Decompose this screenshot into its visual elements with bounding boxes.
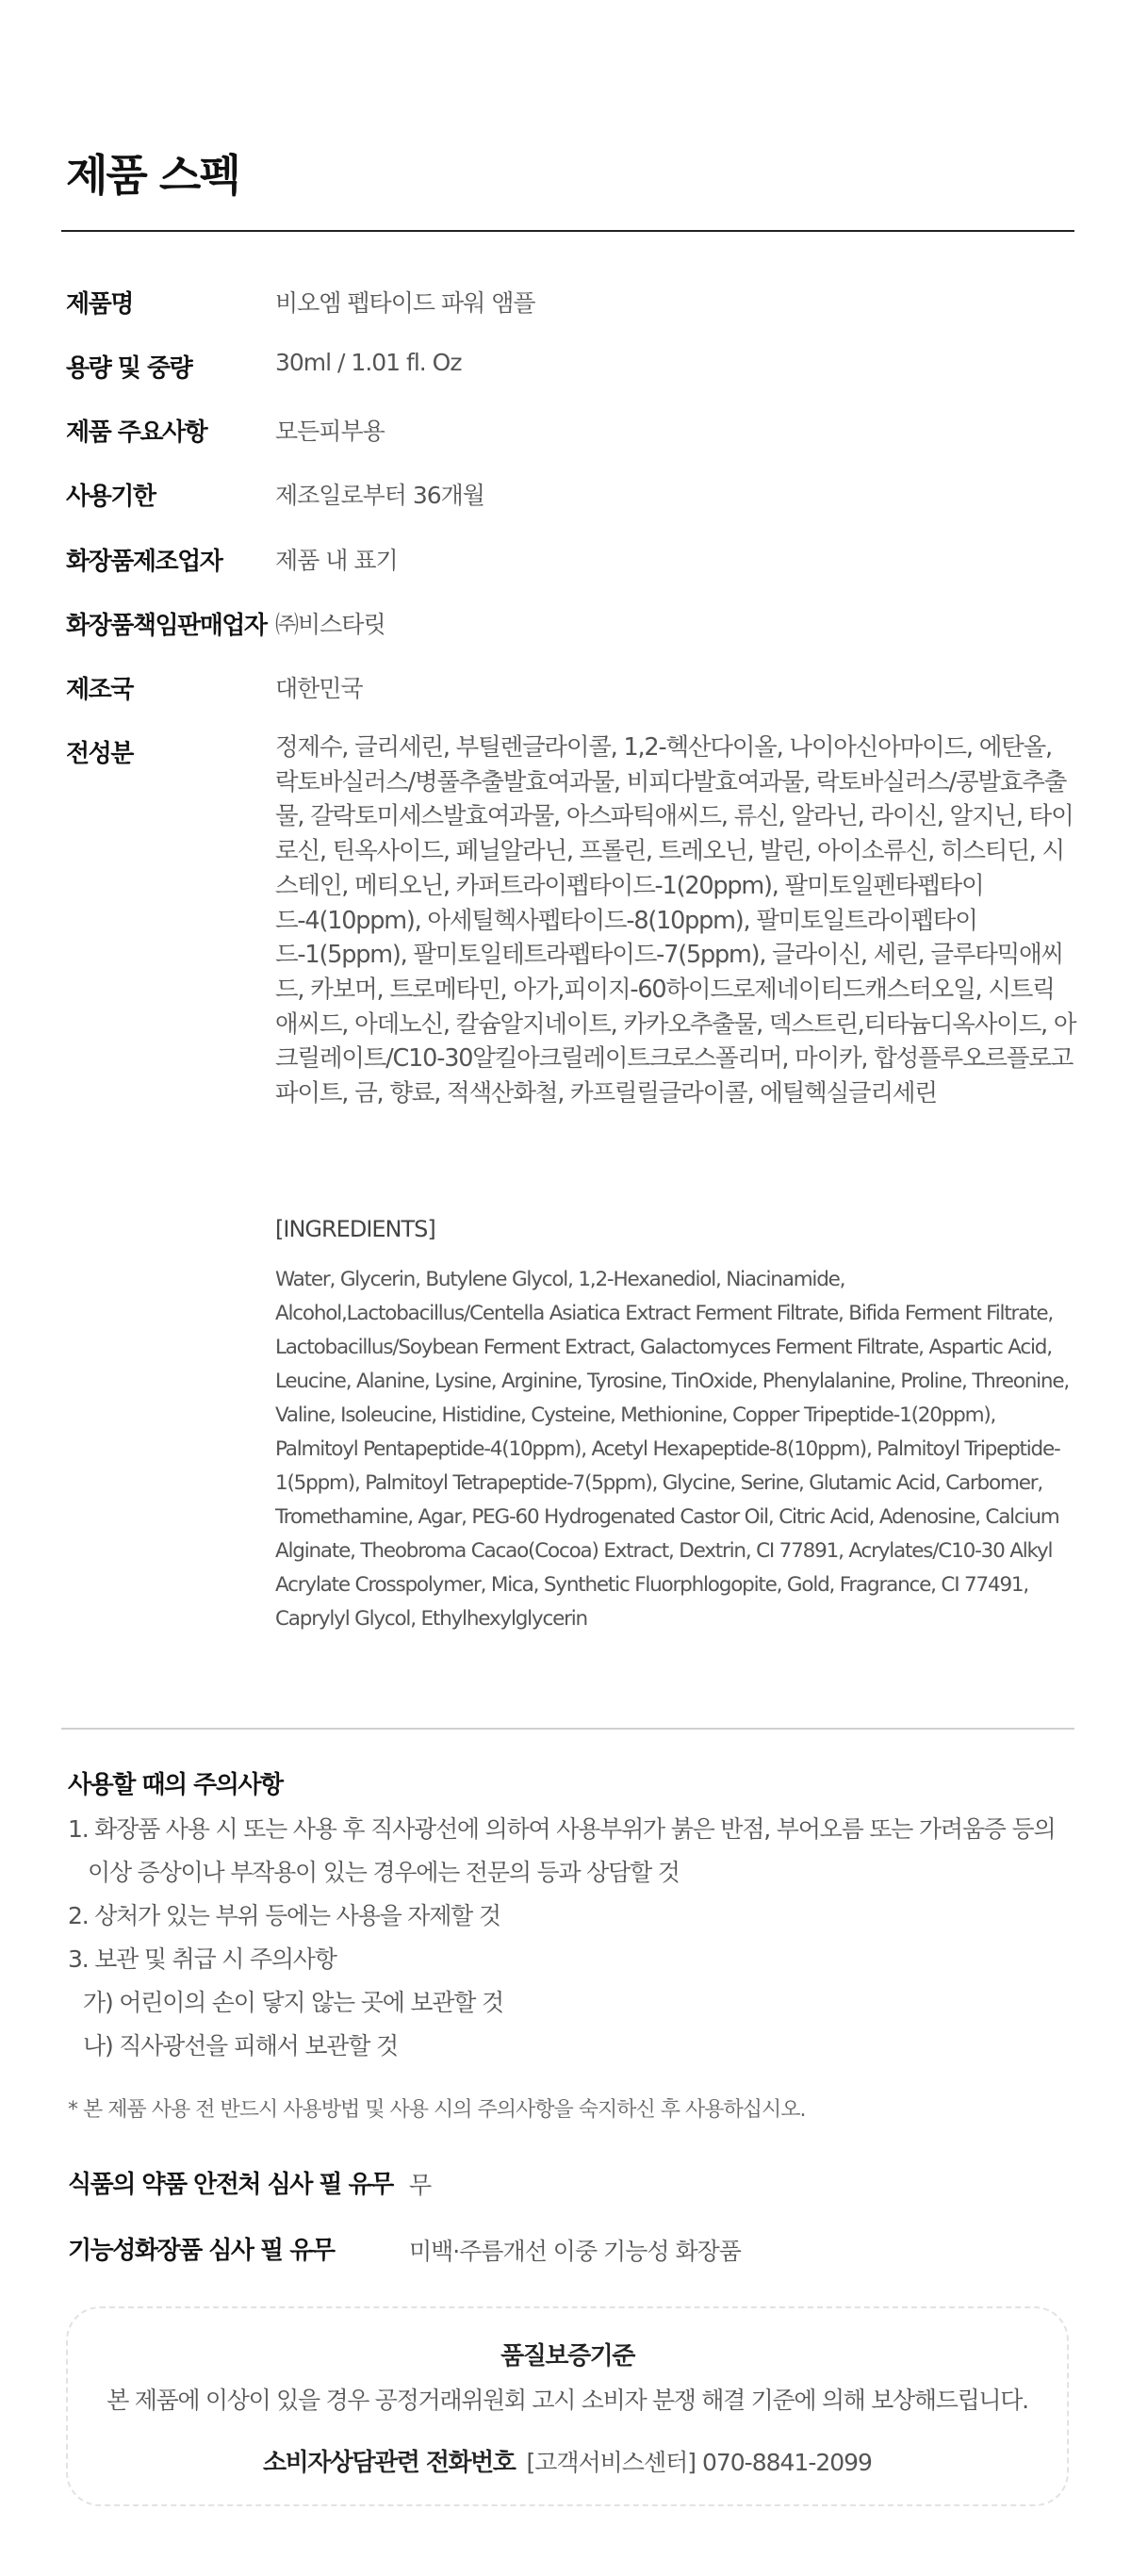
caution-title: 사용할 때의 주의사항 bbox=[68, 1771, 283, 1799]
spec-label: 사용기한 bbox=[66, 483, 156, 511]
ingredients-english: Water, Glycerin, Butylene Glycol, 1,2-Hexanediol, Niacinamide, Alcohol,Lactobacillus/Centella Asiatica Extract Ferment Filtrate, Bifida Ferment Filtrate, Lactobacillus/Soybean Ferment Extract, Galactomyces Ferment Filtrate, Aspartic Acid, Leucine, Alanine, Lysine, Arginine, Tyrosine, TinOxide, Phenylalanine, Proline, Threonine, Valine, Isoleucine, Histidine, Cysteine, Methionine, Copper Tripeptide-1(20ppm), Palmitoyl Pentapeptide-4(10ppm), Acetyl Hexapeptide-8(10ppm), Palmitoyl Tripeptide-1(5ppm), Palmitoyl Tetrapeptide-7(5ppm), Glycine, Serine, Glutamic Acid, Carbomer, Tromethamine, Agar, PEG-60 Hydrogenated Castor Oil, Citric Acid, Adenosine, Calcium Alginate, Theobroma Cacao(Cocoa) Extract, Dextrin, CI 77891, Acrylates/C10-30 Alkyl Acrylate Crosspolymer, Mica, Synthetic Fluorphlogopite, Gold, Fragrance, CI 77491, Caprylyl Glycol, Ethylhexylglycerin bbox=[275, 1268, 1070, 1631]
caution-line: 3. 보관 및 취급 시 주의사항 bbox=[68, 1945, 336, 1973]
quality-assurance-box bbox=[66, 2306, 1069, 2506]
spec-label: 용량 및 중량 bbox=[66, 354, 192, 383]
review-value: 무 bbox=[409, 2172, 432, 2199]
caution-line: 1. 화장품 사용 시 또는 사용 후 직사광선에 의하여 사용부위가 붉은 반점, 부어오름 또는 가려움증 등의 bbox=[68, 1815, 1056, 1843]
contact-phone: [고객서비스센터] 070-8841-2099 bbox=[526, 2449, 872, 2476]
spec-value: 30ml / 1.01 fl. Oz bbox=[275, 349, 462, 376]
caution-line: 이상 증상이나 부작용이 있는 경우에는 전문의 등과 상담할 것 bbox=[88, 1859, 680, 1886]
spec-value: 비오엠 펩타이드 파워 앰플 bbox=[275, 289, 535, 317]
ingredients-korean: 정제수, 글리세린, 부틸렌글라이콜, 1,2-헥산다이올, 나이아신아마이드, 에탄올, 락토바실러스/병풀추출발효여과물, 비피다발효여과물, 락토바실러스/콩발효추출물, 갈락토미세스발효여과물, 아스파틱애씨드, 류신, 알라닌, 라이신, 알지닌, 타이로신, 틴옥사이드, 페닐알라닌, 프롤린, 트레오닌, 발린, 아이소류신, 히스티딘, 시스테인, 메티오닌, 카퍼트라이펩타이드-1(20ppm), 팔미토일펜타펩타이드-4(10ppm), 아세틸헥사펩타이드-8(10ppm), 팔미토일트라이펩타이드-1(5ppm), 팔미토일테트라펩타이드-7(5ppm), 글라이신, 세린, 글루타믹애씨드, 카보머, 트로메타민, 아가,피이지-60하이드로제네이티드캐스터오일, 시트릭애씨드, 아데노신, 칼슘알지네이트, 카카오추출물, 덱스트린,티타늄디옥사이드, 아크릴레이트/C10-30알킬아크릴레이트크로스폴리머, 마이카, 합성플루오르플로고파이트, 금, 향료, 적색산화철, 카프릴릴글라이콜, 에틸헥실글리세린 bbox=[275, 733, 1076, 1108]
review-label: 기능성화장품 심사 필 유무 bbox=[68, 2237, 335, 2265]
spec-label: 화장품책임판매업자 bbox=[66, 612, 267, 640]
consumer-contact bbox=[68, 2443, 1067, 2478]
spec-label: 화장품제조업자 bbox=[66, 548, 222, 576]
caution-line: 나) 직사광선을 피해서 보관할 것 bbox=[83, 2032, 398, 2059]
caution-line: 가) 어린이의 손이 닿지 않는 곳에 보관할 것 bbox=[83, 1989, 503, 2016]
spec-label: 제조국 bbox=[66, 676, 133, 704]
review-value: 미백·주름개선 이중 기능성 화장품 bbox=[409, 2238, 741, 2265]
review-label: 식품의 약품 안전처 심사 필 유무 bbox=[68, 2171, 393, 2199]
spec-value: 제조일로부터 36개월 bbox=[275, 482, 484, 509]
spec-label: 전성분 bbox=[66, 740, 133, 768]
title-divider bbox=[61, 230, 1074, 232]
spec-value: 제품 내 표기 bbox=[275, 547, 398, 574]
quality-title: 품질보증기준 bbox=[500, 2342, 634, 2371]
page-title: 제품 스펙 bbox=[66, 150, 239, 201]
ingredients-heading: [INGREDIENTS] bbox=[275, 1216, 435, 1242]
contact-label: 소비자상담관련 전화번호 bbox=[263, 2449, 516, 2477]
spec-value: 대한민국 bbox=[275, 675, 363, 702]
spec-label: 제품명 bbox=[66, 290, 133, 319]
caution-line: 2. 상처가 있는 부위 등에는 사용을 자제할 것 bbox=[68, 1902, 500, 1929]
spec-label: 제품 주요사항 bbox=[66, 418, 207, 447]
quality-description: 본 제품에 이상이 있을 경우 공정거래위원회 고시 소비자 분쟁 해결 기준에 의해 보상해드립니다. bbox=[107, 2387, 1028, 2414]
section-divider bbox=[61, 1728, 1074, 1730]
usage-footnote: * 본 제품 사용 전 반드시 사용방법 및 사용 시의 주의사항을 숙지하신 후 사용하십시오. bbox=[68, 2098, 806, 2122]
spec-value: ㈜비스타릿 bbox=[275, 611, 385, 638]
spec-value: 모든피부용 bbox=[275, 418, 385, 445]
